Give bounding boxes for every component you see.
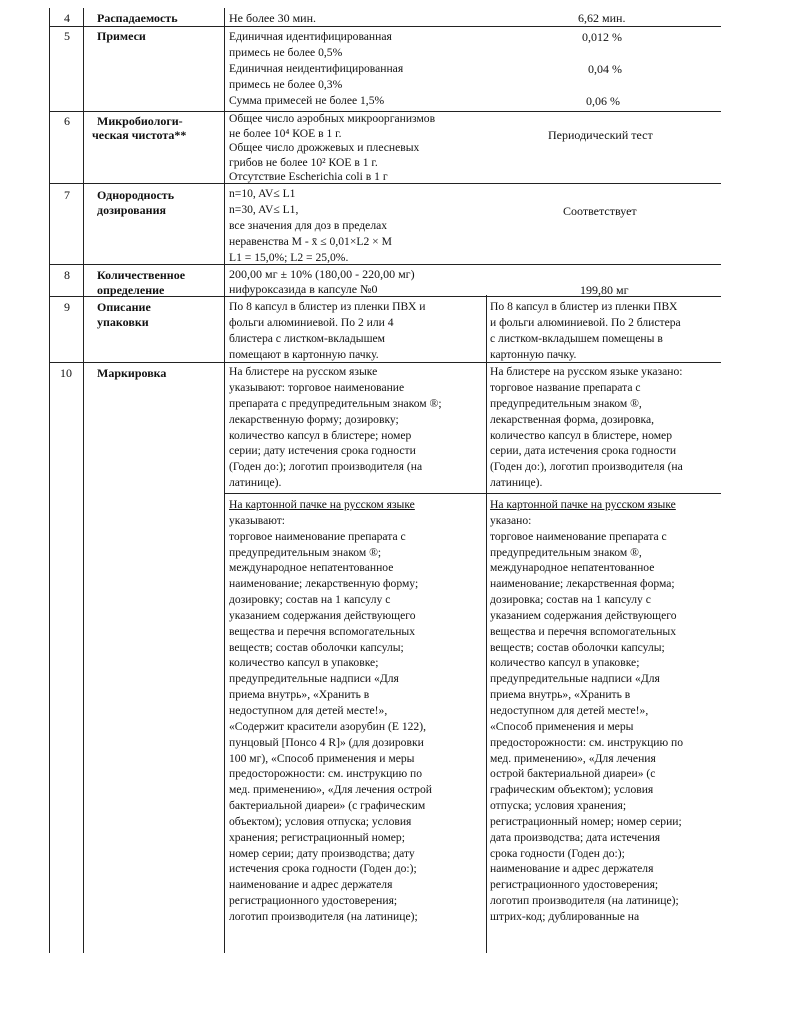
requirement-line: Общее число дрожжевых и плесневых [229,141,420,155]
requirement-line: хранения; регистрационный номер; [229,830,405,844]
requirement-line: веществ; состав оболочки капсулы; [229,640,404,654]
result-line: дата производства; дата истечения [490,830,661,844]
requirement-line: блистера с листком-вкладышем [229,331,385,345]
row-label: определение [97,283,165,297]
requirement-line: Единичная идентифицированная [229,30,392,43]
requirement-line: препарата с предупредительным знаком ®; [229,396,442,410]
requirement-line: указывают: торговое наименование [229,380,405,394]
requirement-line: неравенства M - x̄ ≤ 0,01×L2 × M [229,234,392,248]
requirement-line: предупредительным знаком ®; [229,545,382,559]
requirement-block [229,186,392,265]
table-col-divider-3 [486,295,487,953]
requirement-line: международное непатентованное [229,561,394,575]
requirement-line: Отсутствие Escherichia coli в 1 г [229,170,388,184]
result-line: указанием содержания действующего [490,608,677,622]
requirement-line: регистрационного удостоверения; [229,894,398,908]
requirement-line: объектом); условия отпуска; условия [229,814,412,828]
result-block [490,299,681,363]
requirement-text: 200,00 мг ± 10% (180,00 - 220,00 мг) [229,267,415,281]
result-line: наименование и адрес держателя [490,862,654,876]
result-line: лекарственная форма, дозировка, [490,412,655,426]
requirement-line: фольги алюминиевой. По 2 или 4 [229,315,394,329]
row-label: Примеси [97,29,146,43]
row-number: 4 [64,11,70,25]
result-line: торговое название препарата с [490,380,641,394]
requirement-line: вещества и перечня вспомогательных [229,624,416,638]
requirement-line: По 8 капсул в блистер из пленки ПВХ и [229,300,426,313]
result-line: «Способ применения и меры [490,719,634,733]
requirement-line: Сумма примесей не более 1,5% [229,93,385,107]
requirement-line: номер серии; дату производства; дату [229,846,415,860]
result-line: отпуска; условия хранения; [490,799,627,813]
requirement-line: не более 10⁴ КОЕ в 1 г. [229,126,342,140]
requirement-block [229,364,442,491]
requirement-text: Не более 30 мин. [229,11,317,25]
result-line: серии, дата истечения срока годности [490,444,677,458]
requirement-line: L1 = 15,0%; L2 = 25,0%. [229,250,349,264]
row-label: Распадаемость [97,11,178,25]
result-line: недоступном для детей месте!», [490,703,649,717]
row-divider [49,26,721,27]
result-line: графическим объектом); условия [490,783,654,797]
row-divider [224,493,721,494]
requirement-line: предосторожности: см. инструкцию по [229,767,423,781]
row-label: дозирования [97,203,166,217]
result-line: картонную пачку. [490,347,577,361]
requirement-line: предупредительные надписи «Для [229,672,399,686]
result-line: На картонной пачке на русском языке [490,498,676,511]
requirement-text: нифуроксазида в капсуле №0 [229,282,378,296]
row-label: упаковки [97,315,149,329]
result-line: международное непатентованное [490,561,655,575]
requirement-line: лекарственную форму; дозировку; [229,412,399,426]
requirement-line: недоступном для детей месте!», [229,703,388,717]
result-line: и фольги алюминиевой. По 2 блистера [490,315,681,329]
requirement-line: (Годен до:); логотип производителя (на [229,460,423,474]
requirement-line: мед. применению», «Для лечения острой [229,783,432,797]
table-col-divider-1 [83,8,84,953]
result-block [490,364,683,491]
requirement-line: грибов не более 10² КОЕ в 1 г. [229,155,378,169]
result-value: Периодический тест [548,128,653,142]
result-line: веществ; состав оболочки капсулы; [490,640,665,654]
result-value: 0,012 % [582,30,622,44]
row-label: ческая чистота** [92,128,187,142]
result-line: логотип производителя (на латинице); [490,894,679,908]
requirement-line: логотип производителя (на латинице); [229,909,418,923]
row-label: Описание [97,300,151,314]
requirement-line: торговое наименование препарата с [229,529,406,543]
result-line: вещества и перечня вспомогательных [490,624,677,638]
requirement-line: помещают в картонную пачку. [229,347,379,361]
requirement-line: пунцовый [Понсо 4 R]» (для дозировки [229,735,424,749]
result-value: 6,62 мин. [578,11,626,25]
requirement-line: n=30, AV≤ L1, [229,202,299,216]
requirement-line: На блистере на русском языке [229,365,378,378]
result-line: предосторожности: см. инструкцию по [490,735,684,749]
result-line: предупредительные надписи «Для [490,672,660,686]
requirement-line: дозировку; состав на 1 капсулу с [229,593,391,607]
result-line: латинице). [490,476,543,490]
row-number: 7 [64,188,70,202]
row-number: 10 [60,366,72,380]
requirement-line: приема внутрь», «Хранить в [229,688,370,702]
row-number: 9 [64,300,70,314]
result-line: указано: [490,513,532,527]
result-block-carton [490,497,683,925]
requirement-block [229,112,435,185]
table-col-divider-2 [224,8,225,953]
result-line: острой бактериальной диареи» (с [490,767,656,781]
row-number: 5 [64,29,70,43]
requirement-block [229,29,403,108]
row-label: Однородность [97,188,175,202]
result-line: штрих-код; дублированные на [490,909,640,923]
requirement-line: 100 мг), «Способ применения и меры [229,751,415,765]
requirement-line: На картонной пачке на русском языке [229,498,415,511]
row-label: Количественное [97,268,186,282]
result-line: регистрационный номер; номер серии; [490,814,682,828]
result-line: торговое наименование препарата с [490,529,667,543]
result-value: 199,80 мг [580,283,629,297]
requirement-block-carton [229,497,432,925]
requirement-line: примесь не более 0,5% [229,45,343,59]
requirement-line: латинице). [229,476,282,490]
row-number: 8 [64,268,70,282]
result-line: регистрационного удостоверения; [490,878,659,892]
result-line: дозировка; состав на 1 капсулу с [490,593,651,607]
requirement-line: серии; дату истечения срока годности [229,444,416,458]
result-line: количество капсул в упаковке; [490,656,640,670]
requirement-line: «Содержит красители азорубин (E 122), [229,719,426,733]
result-line: По 8 капсул в блистер из пленки ПВХ [490,300,678,313]
result-line: срока годности (Годен до:); [490,846,625,860]
requirement-line: указывают: [229,513,286,527]
requirement-line: количество капсул в упаковке; [229,656,379,670]
requirement-line: Единичная неидентифицированная [229,61,404,75]
requirement-line: бактериальной диареи» (с графическим [229,799,426,813]
result-line: количество капсул в блистере, номер [490,428,672,442]
requirement-line: примесь не более 0,3% [229,77,343,91]
result-line: с листком-вкладышем помещены в [490,331,663,345]
row-number: 6 [64,114,70,128]
requirement-line: все значения для доз в пределах [229,218,388,232]
requirement-line: Общее число аэробных микроорганизмов [229,112,436,125]
result-line: предупредительным знаком ®, [490,396,642,410]
requirement-line: указанием содержания действующего [229,608,416,622]
result-line: наименование; лекарственная форма; [490,577,675,591]
table-border-left [49,8,50,953]
result-line: предупредительным знаком ®, [490,545,642,559]
requirement-block [229,299,425,363]
requirement-line: n=10, AV≤ L1 [229,187,296,200]
row-label: Маркировка [97,366,167,380]
result-value: Соответствует [563,204,637,218]
result-value: 0,04 % [588,62,622,76]
result-value: 0,06 % [586,94,620,108]
requirement-line: наименование и адрес держателя [229,878,393,892]
requirement-line: истечения срока годности (Годен до:); [229,862,417,876]
result-line: На блистере на русском языке указано: [490,365,683,378]
result-line: (Годен до:), логотип производителя (на [490,460,683,474]
requirement-line: наименование; лекарственную форму; [229,577,419,591]
requirement-line: количество капсул в блистере; номер [229,428,412,442]
result-line: мед. применению», «Для лечения [490,751,656,765]
result-line: приема внутрь», «Хранить в [490,688,631,702]
row-label: Микробиологи- [97,114,183,128]
